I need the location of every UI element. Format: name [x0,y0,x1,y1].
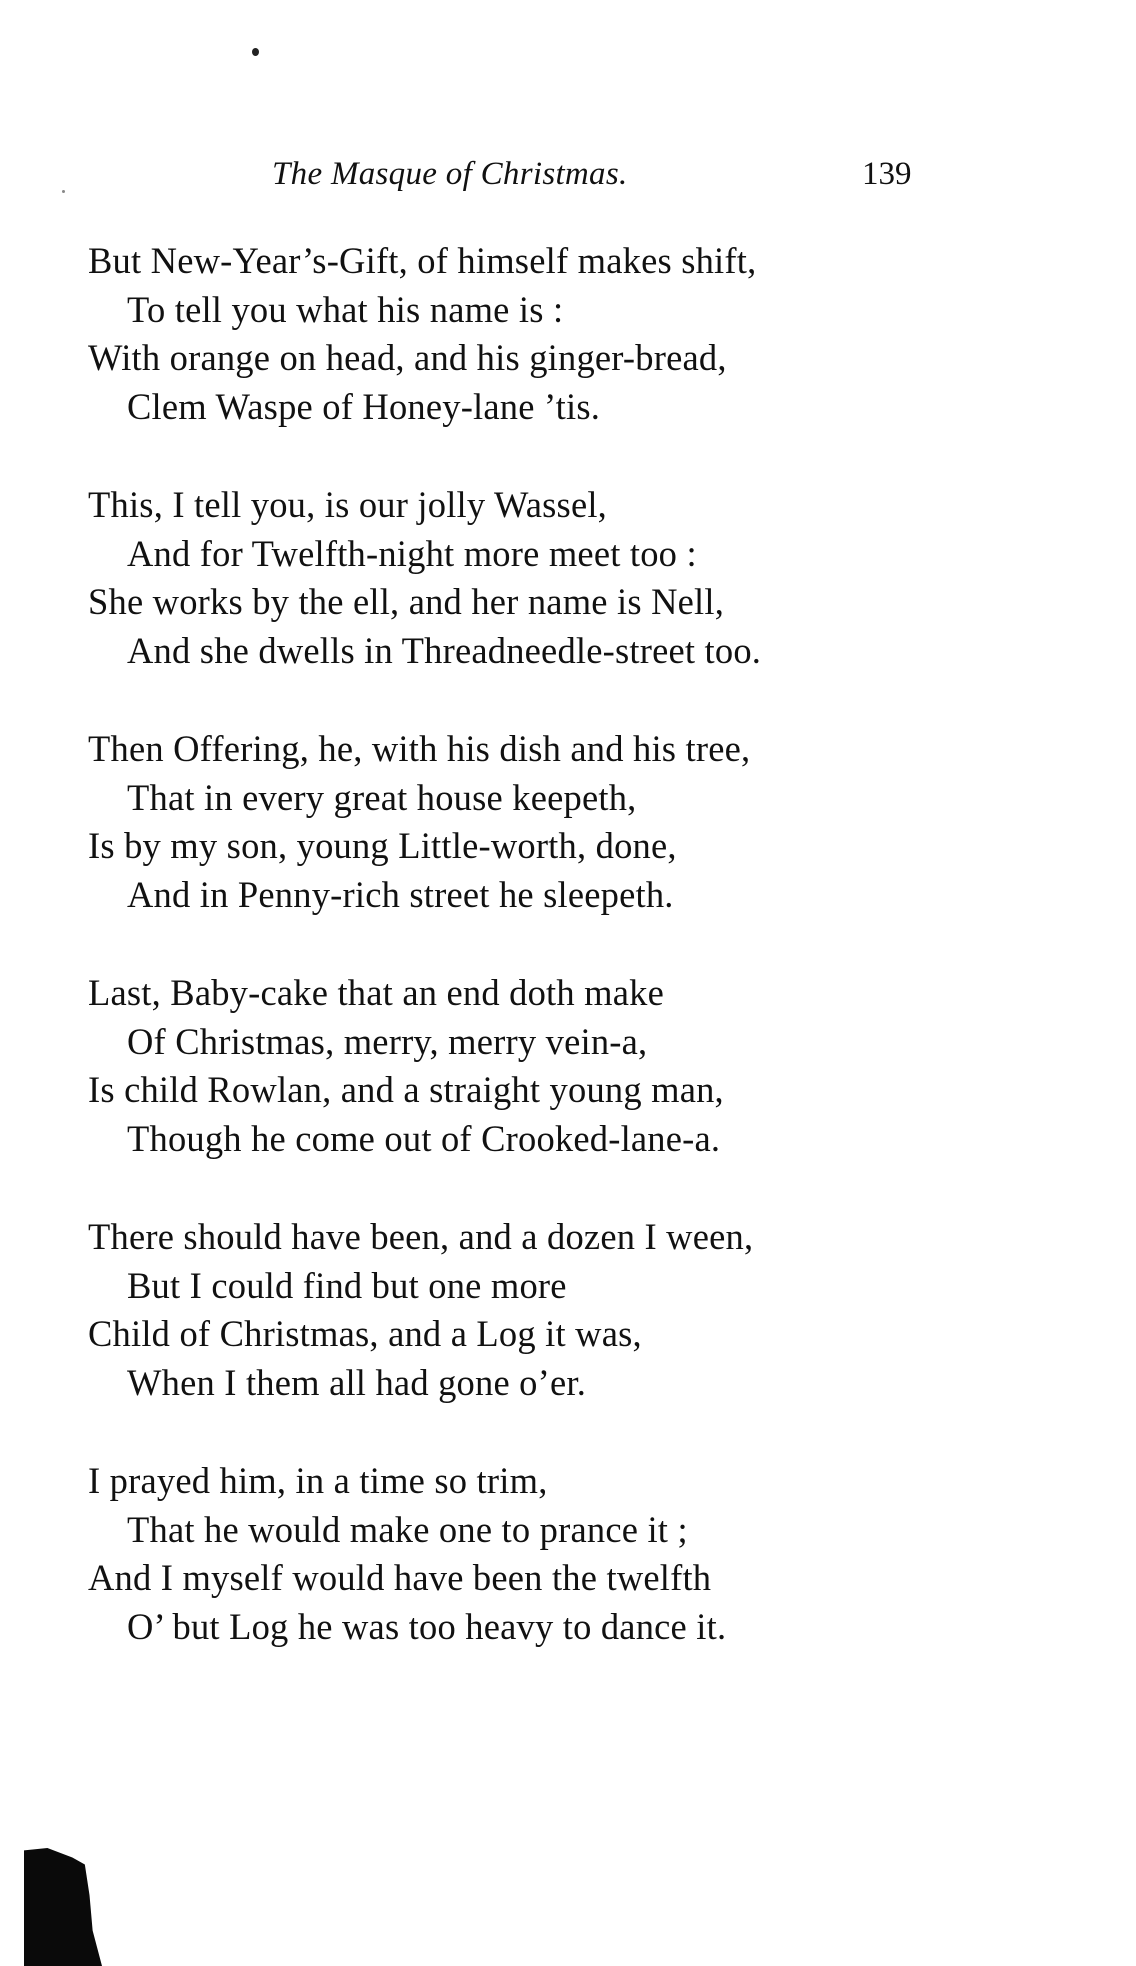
scan-edge-shadow [24,1848,102,1966]
verse-line: Last, Baby-cake that an end doth make [88,972,664,1013]
verse-line: And for Twelfth-night more meet too : [127,532,697,574]
verse-line: When I them all had gone o’er. [127,1361,587,1403]
verse-line: Of Christmas, merry, merry vein-a, [127,1020,648,1062]
verse-line: And she dwells in Threadneedle-street too. [127,629,762,671]
page-number: 139 [862,156,912,192]
verse-line: Then Offering, he, with his dish and his tree, [88,728,751,769]
verse-line: She works by the ell, and her name is Nell, [88,581,725,622]
verse-line: To tell you what his name is : [127,288,564,330]
verse-line: This, I tell you, is our jolly Wassel, [88,484,608,525]
verse-line: O’ but Log he was too heavy to dance it. [127,1605,727,1647]
verse-line: There should have been, and a dozen I ween, [88,1216,754,1257]
stanza [88,237,988,431]
running-header [0,152,1136,196]
verse-line: Child of Christmas, and a Log it was, [88,1313,642,1354]
stanza [88,1457,988,1651]
ink-speck [252,48,259,56]
stanza [88,481,988,675]
verse-line: I prayed him, in a time so trim, [88,1460,548,1501]
verse-line: And in Penny-rich street he sleepeth. [127,873,674,915]
verse-line: Clem Waspe of Honey-lane ’tis. [127,385,601,427]
stanza [88,1213,988,1407]
verse-line: And I myself would have been the twelfth [88,1557,712,1598]
verse-line: Is child Rowlan, and a straight young man, [88,1069,724,1110]
verse-line: Though he come out of Crooked-lane-a. [127,1117,721,1159]
stanza [88,969,988,1163]
verse-line: With orange on head, and his ginger-bread, [88,337,727,378]
running-title: The Masque of Christmas. [272,156,628,192]
verse-line: Is by my son, young Little-worth, done, [88,825,677,866]
stanza [88,725,988,919]
poem-body [88,237,988,1701]
verse-line: That in every great house keepeth, [127,776,637,818]
verse-line: But New-Year’s-Gift, of himself makes shift, [88,240,757,281]
verse-line: But I could find but one more [127,1264,567,1306]
verse-line: That he would make one to prance it ; [127,1508,688,1550]
